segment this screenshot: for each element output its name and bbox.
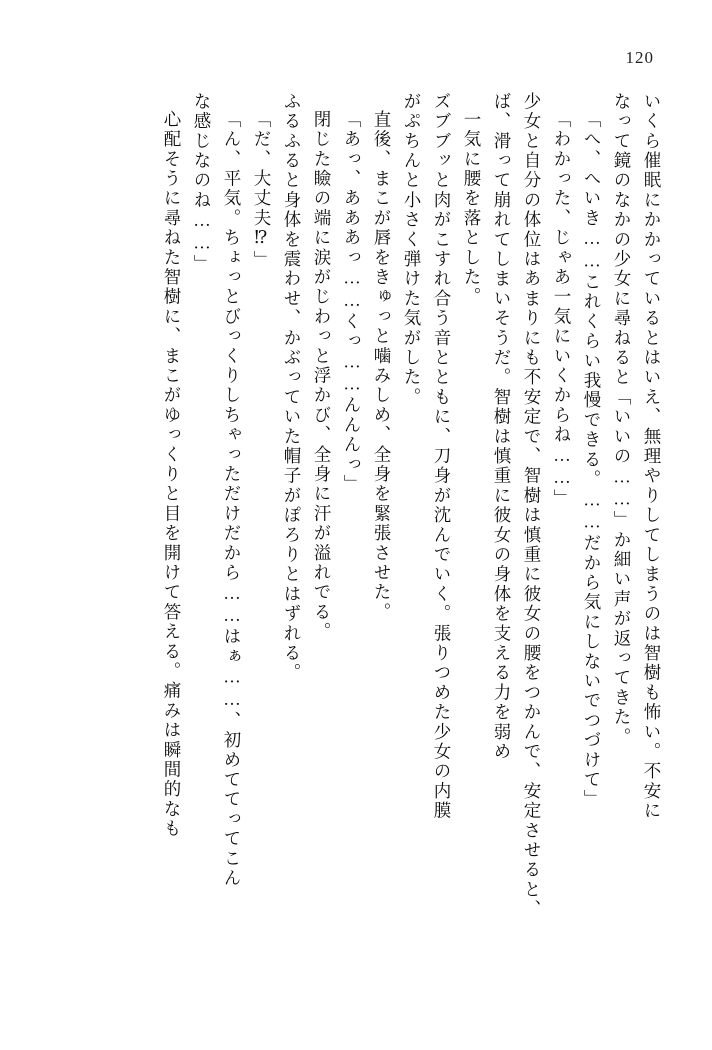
text-column: がぷちんと小さく弾けた気がした。	[402, 92, 422, 408]
text-column: 直後、まこが唇をきゅっと噛みしめ、全身を緊張させた。	[372, 110, 392, 623]
text-column: ズブブッと肉がこすれ合う音とともに、刀身が沈んでいく。張りつめた少女の内膜	[432, 92, 452, 821]
text-column: 「へ、へいき……これくらい我慢できる。……だから気にしないでつづけて」	[582, 110, 602, 810]
text-column: 少女と自分の体位はあまりにも不安定で、智樹は慎重に彼女の腰をつかんで、安定させると、	[522, 92, 542, 920]
text-column: ふるふると身体を震わせ、かぶっていた帽子がぽろりとはずれる。	[282, 92, 302, 683]
text-column: 「あっ、あああっ……くっ……んんんっ」	[342, 110, 362, 495]
text-column: な感じなのね……」	[192, 92, 212, 275]
text-column: 「わかった、じゃあ一気にいくからね……」	[552, 110, 572, 509]
text-column: 「ん、平気。ちょっとびっくりしちゃっただけだから……はぁ……、初めててってこん	[222, 110, 242, 889]
vertical-text-body	[60, 92, 660, 990]
text-column: ば、滑って崩れてしまいそうだ。智樹は慎重に彼女の身体を支える力を弱め	[492, 92, 512, 762]
text-column: 「だ、大丈夫⁉」	[252, 110, 272, 271]
text-column: いくら催眠にかかっているとはいえ、無理やりしてしまうのは智樹も怖い。不安に	[642, 92, 662, 821]
text-column: 一気に腰を落とした。	[462, 110, 482, 307]
text-column: なって鏡のなかの少女に尋ねると「いいの……」か細い声が返ってきた。	[612, 92, 632, 748]
text-column: 閉じた瞼の端に涙がじわっと浮かび、全身に汗が溢れでる。	[312, 110, 332, 642]
text-column: 心配そうに尋ねた智樹に、まこがゆっくりと目を開けて答える。痛みは瞬間的なも	[162, 110, 182, 839]
page-number: 120	[625, 48, 654, 67]
